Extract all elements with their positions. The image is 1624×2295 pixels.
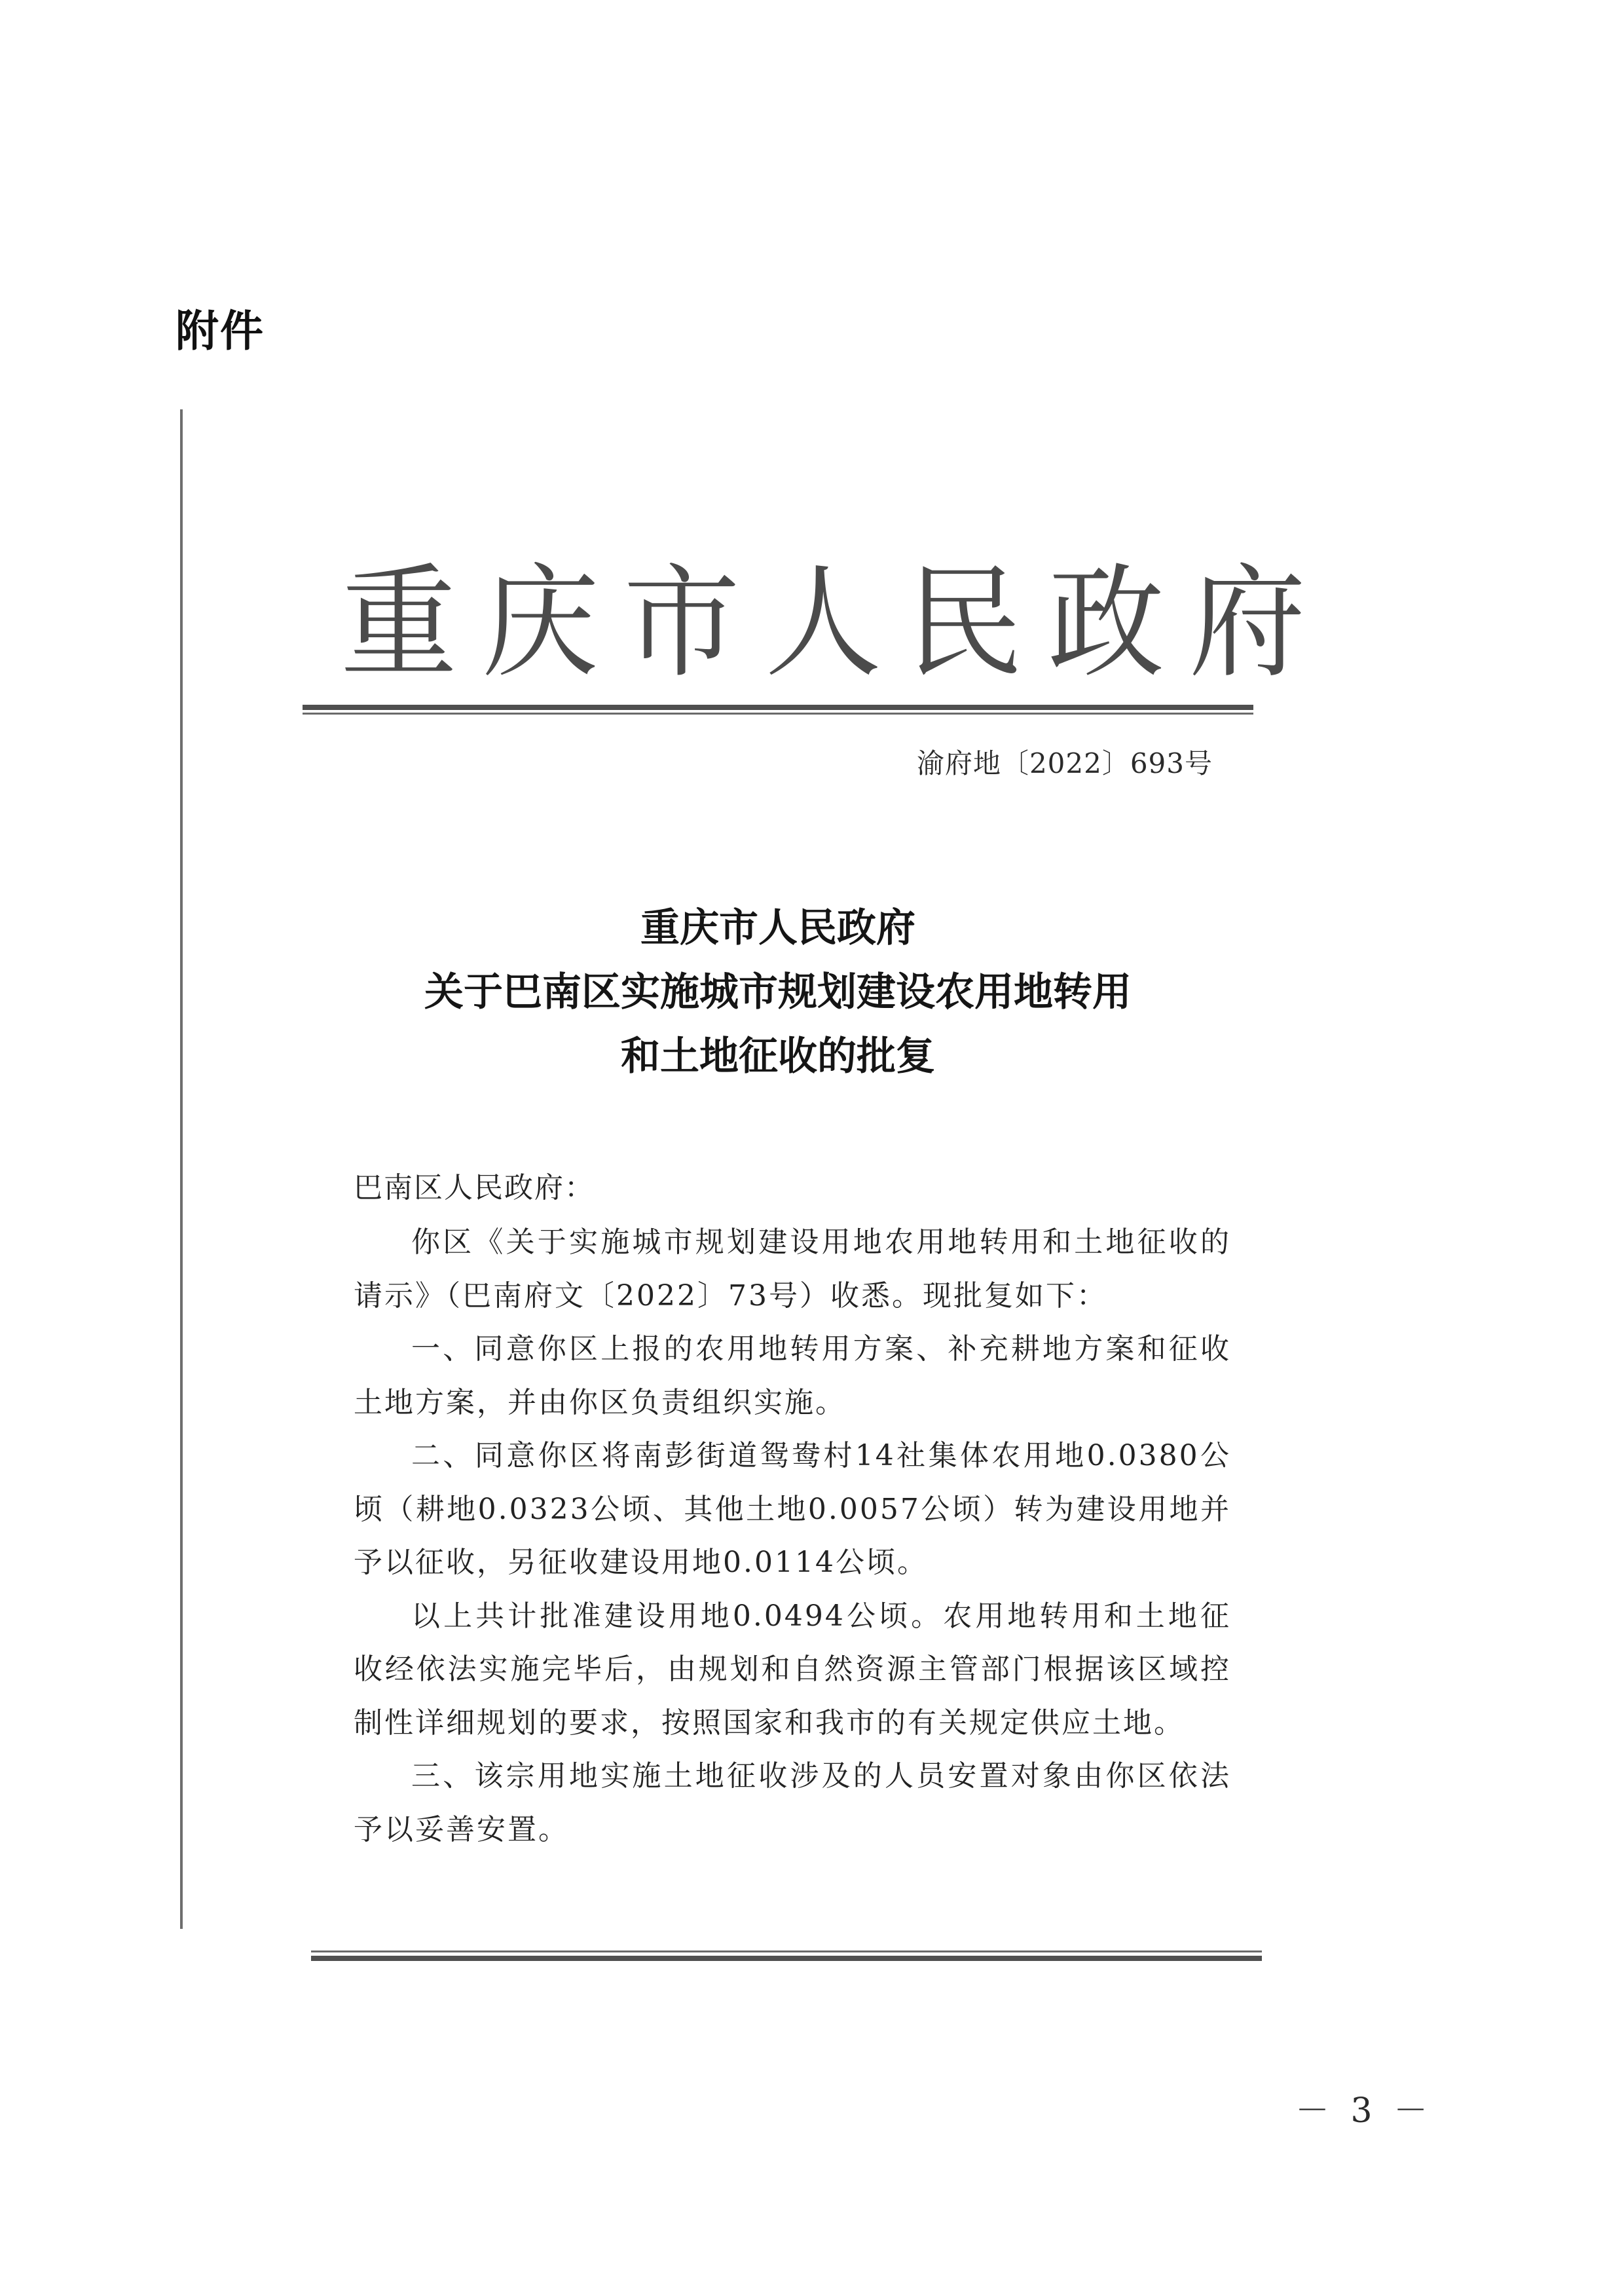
header-rule-thin [303, 713, 1253, 715]
title-line-2: 关于巴南区实施城市规划建设农用地转用 [424, 969, 1132, 1015]
page-number: － 3 － [1295, 2091, 1433, 2131]
footer-rule-thick [311, 1956, 1262, 1961]
header-rule-thick [303, 705, 1253, 710]
header-rule [303, 705, 1253, 715]
paragraph-total: 以上共计批准建设用地0.0494公顷。农用地转用和土地征收经依法实施完毕后，由规划和自然资源主管部门根据该区域控制性详细规划的要求，按照国家和我市的有关规定供应土地。 [354, 1599, 1231, 1740]
paragraph-item-3: 三、该宗用地实施土地征收涉及的人员安置对象由你区依法予以妥善安置。 [354, 1759, 1231, 1846]
attachment-label: 附件 [175, 306, 265, 356]
body-text [354, 1216, 1231, 1856]
paragraph-request: 你区《关于实施城市规划建设用地农用地转用和土地征收的请示》（巴南府文〔2022〕73号）收悉。现批复如下： [354, 1225, 1231, 1313]
paragraph-item-2: 二、同意你区将南彭街道鸳鸯村14社集体农用地0.0380公顷（耕地0.0323公顷、其他土地0.0057公顷）转为建设用地并予以征收，另征收建设用地0.0114公顷。 [354, 1439, 1231, 1579]
document-number: 渝府地〔2022〕693号 [916, 747, 1213, 779]
title-line-3: 和土地征收的批复 [621, 1034, 935, 1079]
recipient-line: 巴南区人民政府： [354, 1171, 595, 1204]
title-line-1: 重庆市人民政府 [640, 905, 915, 951]
binding-line [180, 409, 183, 1929]
document-title [303, 896, 1253, 1089]
paragraph-item-1: 一、同意你区上报的农用地转用方案、补充耕地方案和征收土地方案，并由你区负责组织实施。 [354, 1332, 1231, 1419]
footer-rule-thin [311, 1950, 1262, 1952]
footer-rule [311, 1950, 1262, 1962]
issuer-header: 重庆市人民政府 [341, 551, 1331, 694]
